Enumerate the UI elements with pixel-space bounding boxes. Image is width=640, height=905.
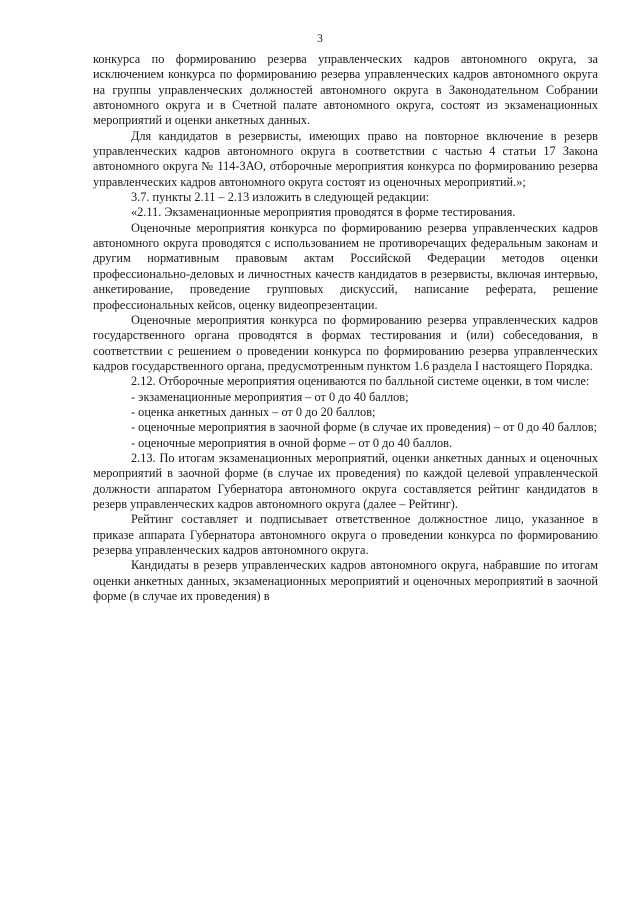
list-item: - оценочные мероприятия в заочной форме (в случае их проведения) – от 0 до 40 баллов; — [131, 420, 598, 435]
paragraph: конкурса по формированию резерва управленческих кадров автономного округа, за исключением конкурса по формированию резерва управленческих кадров автономного округа на группы управленческих должностей автономного округа в Законодательном Собрании автономного округа и в Счетной палате автономного округа, состоят из экзаменационных мероприятий и оценки анкетных данных. — [93, 52, 598, 128]
document-body — [93, 52, 598, 604]
paragraph: 2.13. По итогам экзаменационных мероприятий, оценки анкетных данных и оценочных мероприятий в заочной форме (в случае их проведения) по каждой целевой управленческой должности аппаратом Губернатора автономного округа составляется рейтинг кандидатов в резерв управленческих кадров автономного округа (далее – Рейтинг). — [93, 450, 598, 511]
paragraph: Для кандидатов в резервисты, имеющих право на повторное включение в резерв управленческих кадров автономного округа в соответствии с частью 4 статьи 17 Закона автономного округа № 114-ЗАО, отборочные мероприятия конкурса по формированию резерва управленческих кадров автономного округа состоят из оценочных мероприятий.»; — [93, 128, 598, 189]
paragraph: 3.7. пункты 2.11 – 2.13 изложить в следующей редакции: — [131, 190, 430, 205]
paragraph: Рейтинг составляет и подписывает ответственное должностное лицо, указанное в приказе аппарата Губернатора автономного округа о проведении конкурса по формированию резерва управленческих кадров автономного округа. — [93, 512, 598, 557]
list-item: - оценка анкетных данных – от 0 до 20 баллов; — [131, 404, 376, 419]
paragraph: Оценочные мероприятия конкурса по формированию резерва управленческих кадров государственного органа проводятся в формах тестирования и (или) собеседования, в соответствии с решением о проведении конкурса по формированию резерва управленческих кадров государственного органа, предусмотренным пунктом 1.6 раздела I настоящего Порядка. — [93, 312, 598, 373]
paragraph: Кандидаты в резерв управленческих кадров автономного округа, набравшие по итогам оценки анкетных данных, экзаменационных мероприятий и оценочных мероприятий в заочной форме (в случае их проведения) в — [93, 558, 598, 604]
paragraph: Оценочные мероприятия конкурса по формированию резерва управленческих кадров автономного округа проводятся с использованием не противоречащих федеральным законам и другим нормативным правовым актам Российской Федерации методов оценки профессионально-деловых и личностных качеств кандидатов в резервисты, включая интервью, анкетирование, проведение групповых дискуссий, написание реферата, решение профессиональных кейсов, оценку видеопрезентации. — [93, 220, 598, 312]
list-item: - экзаменационные мероприятия – от 0 до 40 баллов; — [131, 389, 409, 404]
page-number: 3 — [317, 33, 323, 45]
paragraph: «2.11. Экзаменационные мероприятия проводятся в форме тестирования. — [131, 205, 516, 220]
list-item: - оценочные мероприятия в очной форме – от 0 до 40 баллов. — [131, 435, 453, 450]
paragraph: 2.12. Отборочные мероприятия оцениваются по балльной системе оценки, в том числе: — [131, 374, 590, 389]
